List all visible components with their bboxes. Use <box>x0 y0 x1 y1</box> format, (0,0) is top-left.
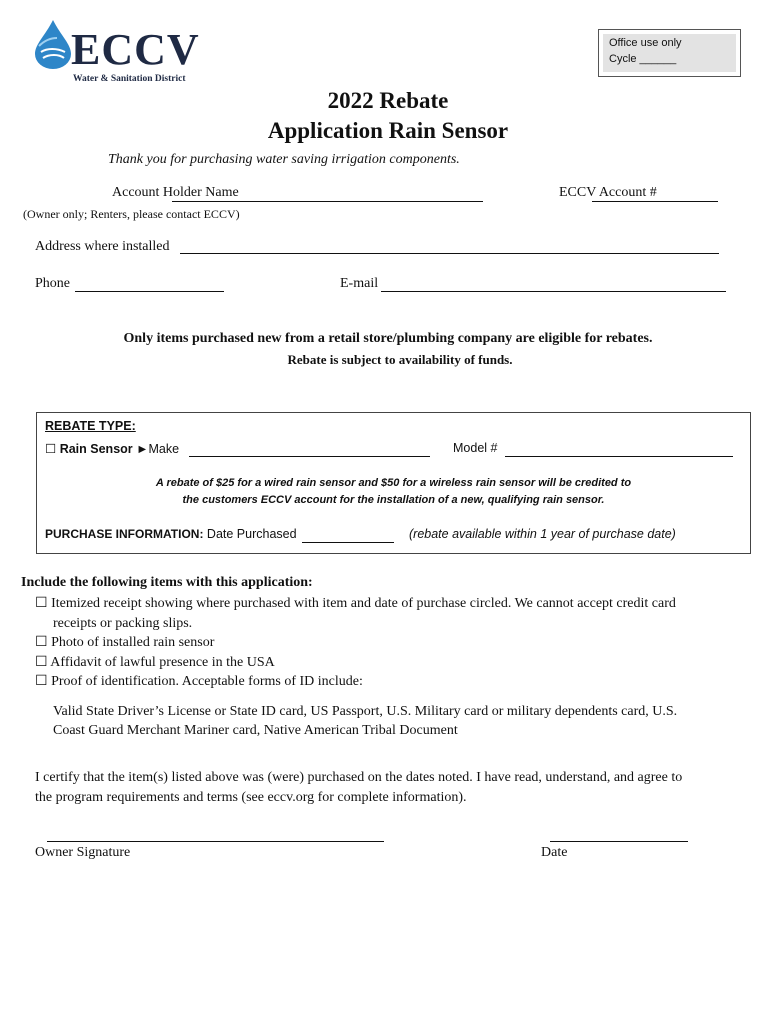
include-heading: Include the following items with this application: <box>21 575 313 590</box>
list-item[interactable]: ☐ Affidavit of lawful presence in the USA <box>35 654 275 670</box>
water-drop-icon <box>33 18 73 70</box>
certification-line-2: the program requirements and terms (see eccv.org for complete information). <box>35 789 467 805</box>
rebate-note-line-1: A rebate of $25 for a wired rain sensor and $50 for a wireless rain sensor will be credited to <box>155 477 632 489</box>
office-use-label: Office use only <box>609 37 682 49</box>
title-line-2: Application Rain Sensor <box>267 118 509 143</box>
cycle-label: Cycle ______ <box>609 53 677 65</box>
availability-note: (rebate available within 1 year of purchase date) <box>409 527 676 541</box>
rain-sensor-option[interactable] <box>45 441 179 456</box>
eccv-account-line[interactable] <box>592 186 718 202</box>
address-line[interactable] <box>180 238 719 254</box>
model-line[interactable] <box>505 441 733 457</box>
list-item[interactable]: ☐ Photo of installed rain sensor <box>35 635 215 650</box>
owner-note: (Owner only; Renters, please contact ECCV) <box>23 207 240 221</box>
id-types-line-2: Coast Guard Merchant Mariner card, Native American Tribal Document <box>53 723 458 738</box>
model-label: Model # <box>453 441 498 455</box>
date-purchased-line[interactable] <box>302 527 394 543</box>
checkbox-icon[interactable]: ☐ <box>35 654 48 670</box>
thank-you-text: Thank you for purchasing water saving irrigation components. <box>108 152 460 167</box>
make-line[interactable] <box>189 441 430 457</box>
rebate-amount-note <box>37 475 750 509</box>
id-types-line-1: Valid State Driver’s License or State ID card, US Passport, U.S. Military card or military dependents card, U.S. <box>53 704 678 719</box>
checkbox-icon[interactable]: ☐ <box>35 635 48 650</box>
owner-signature-line[interactable] <box>47 841 384 842</box>
date-purchased-label: Date Purchased <box>206 527 297 541</box>
email-label: E-mail <box>340 276 379 291</box>
id-types <box>53 702 677 740</box>
title-line-1: 2022 Rebate <box>327 88 449 113</box>
phone-line[interactable] <box>75 276 224 292</box>
owner-signature-label: Owner Signature <box>35 845 131 860</box>
date-label: Date <box>541 845 568 860</box>
certification-text <box>35 768 682 807</box>
address-label: Address where installed <box>35 239 170 254</box>
eccv-account-label: ECCV Account # <box>559 185 657 200</box>
purchase-info <box>45 527 297 541</box>
checkbox-icon[interactable]: ☐ <box>45 442 57 456</box>
eligibility-notice: Only items purchased new from a retail store/plumbing company are eligible for rebates. <box>123 331 653 346</box>
funds-notice: Rebate is subject to availability of funds. <box>287 352 513 367</box>
eccv-logo <box>33 18 208 88</box>
rebate-note-line-2: the customers ECCV account for the installation of a new, qualifying rain sensor. <box>182 494 605 506</box>
account-holder-label: Account Holder Name <box>112 185 239 200</box>
email-line[interactable] <box>381 276 726 292</box>
office-use-box <box>598 29 741 77</box>
account-holder-line[interactable] <box>172 186 483 202</box>
page-title <box>0 86 770 146</box>
list-item[interactable]: ☐ Proof of identification. Acceptable forms of ID include: <box>35 674 363 689</box>
arrow-right-icon: ► <box>136 442 149 456</box>
logo-subtitle: Water & Sanitation District <box>73 74 186 84</box>
phone-label: Phone <box>35 276 70 291</box>
list-item[interactable]: ☐ Itemized receipt showing where purchased with item and date of purchase circled. We cannot accept credit card <box>35 596 676 611</box>
purchase-info-label: PURCHASE INFORMATION: <box>45 527 204 541</box>
logo-wordmark: ECCV <box>71 25 200 74</box>
rain-sensor-label: Rain Sensor <box>59 442 133 456</box>
include-list <box>35 594 676 692</box>
checkbox-icon[interactable]: ☐ <box>35 674 48 689</box>
rebate-type-heading: REBATE TYPE: <box>45 419 136 433</box>
make-label: Make <box>148 442 180 456</box>
rebate-type-box <box>36 412 751 554</box>
certification-line-1: I certify that the item(s) listed above was (were) purchased on the dates noted. I have read, understand, and agree to <box>35 770 683 785</box>
list-item-continuation: receipts or packing slips. <box>53 615 193 631</box>
checkbox-icon[interactable]: ☐ <box>35 596 48 611</box>
date-signature-line[interactable] <box>550 841 688 842</box>
